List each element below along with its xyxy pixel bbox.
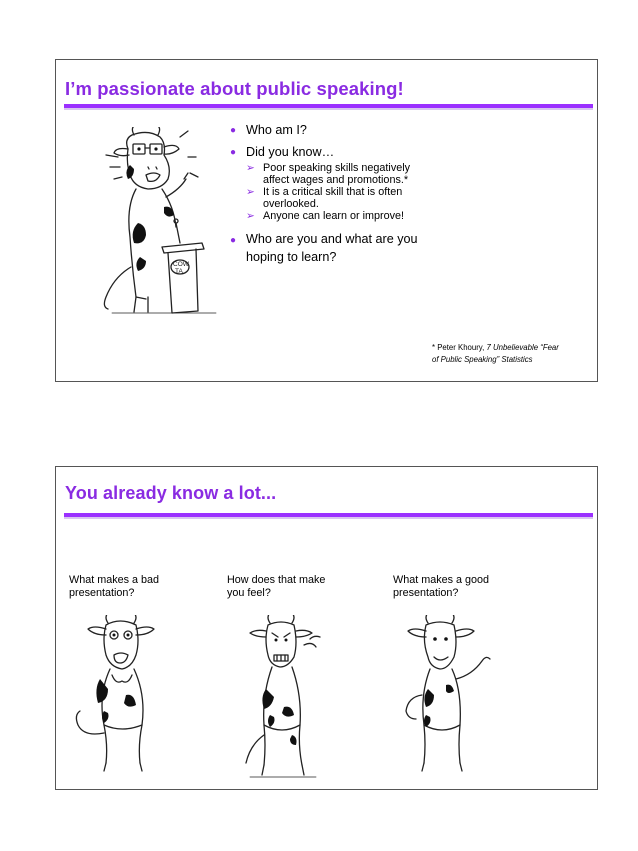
sub-bullet-wages: [229, 162, 509, 186]
slide-1-title: I’m passionate about public speaking!: [65, 78, 404, 99]
title-underline: [64, 104, 593, 108]
bullet-who-am-i: [229, 123, 509, 138]
slide-1-bullet-list: [229, 123, 509, 266]
bullet-dot: ●: [230, 235, 237, 246]
slide-2: [55, 466, 598, 790]
sub-bullet-text: Anyone can learn or improve!: [263, 210, 405, 222]
caption-line1: What makes a bad: [69, 574, 160, 586]
sub-bullet-text-line2: overlooked.: [263, 198, 319, 210]
caption-bad-presentation: [69, 574, 209, 600]
sub-bullet-text-line1: It is a critical skill that is often: [263, 186, 403, 198]
bullet-text: Who am I?: [246, 123, 307, 137]
sub-bullet-text-line2: affect wages and promotions.*: [263, 174, 409, 186]
bullet-dot: ●: [230, 125, 237, 136]
bullet-did-you-know: [229, 145, 509, 160]
footnote-title-line1: 7 Unbelievable “Fear: [486, 343, 559, 352]
caption-line2: you feel?: [227, 587, 271, 599]
footnote-prefix: * Peter Khoury,: [432, 343, 487, 352]
bullet-who-are-you: [229, 230, 509, 266]
caption-line1: What makes a good: [393, 574, 490, 586]
footnote-title-line2: of Public Speaking” Statistics: [432, 355, 533, 364]
caption-line1: How does that make: [227, 574, 326, 586]
podium-label-line1: COW: [173, 261, 189, 268]
caption-line2: presentation?: [69, 587, 135, 599]
citation-footnote: [432, 342, 597, 366]
caption-how-feel: [227, 574, 367, 600]
happy-cow-illustration: [386, 615, 506, 775]
bullet-text-line1: Who are you and what are you: [246, 232, 418, 246]
bullet-dot: ●: [230, 147, 237, 158]
arrow-bullet-icon: ➢: [246, 162, 255, 174]
sub-bullet-anyone-can-learn: [229, 210, 509, 222]
scared-cow-illustration: [64, 615, 174, 775]
slide-2-title: You already know a lot...: [65, 483, 277, 503]
arrow-bullet-icon: ➢: [246, 210, 255, 222]
cow-at-podium-illustration: [76, 127, 226, 317]
caption-good-presentation: [393, 574, 533, 600]
angry-cow-illustration: [226, 615, 336, 781]
title-underline: [64, 513, 593, 517]
arrow-bullet-icon: ➢: [246, 186, 255, 198]
slide-1: [55, 59, 598, 382]
sub-bullet-critical-skill: [229, 186, 509, 210]
caption-line2: presentation?: [393, 587, 459, 599]
bullet-text-line2: hoping to learn?: [246, 250, 337, 264]
podium-label-line2: TA: [175, 268, 183, 275]
bullet-text: Did you know…: [246, 145, 335, 159]
sub-bullet-text-line1: Poor speaking skills negatively: [263, 162, 411, 174]
